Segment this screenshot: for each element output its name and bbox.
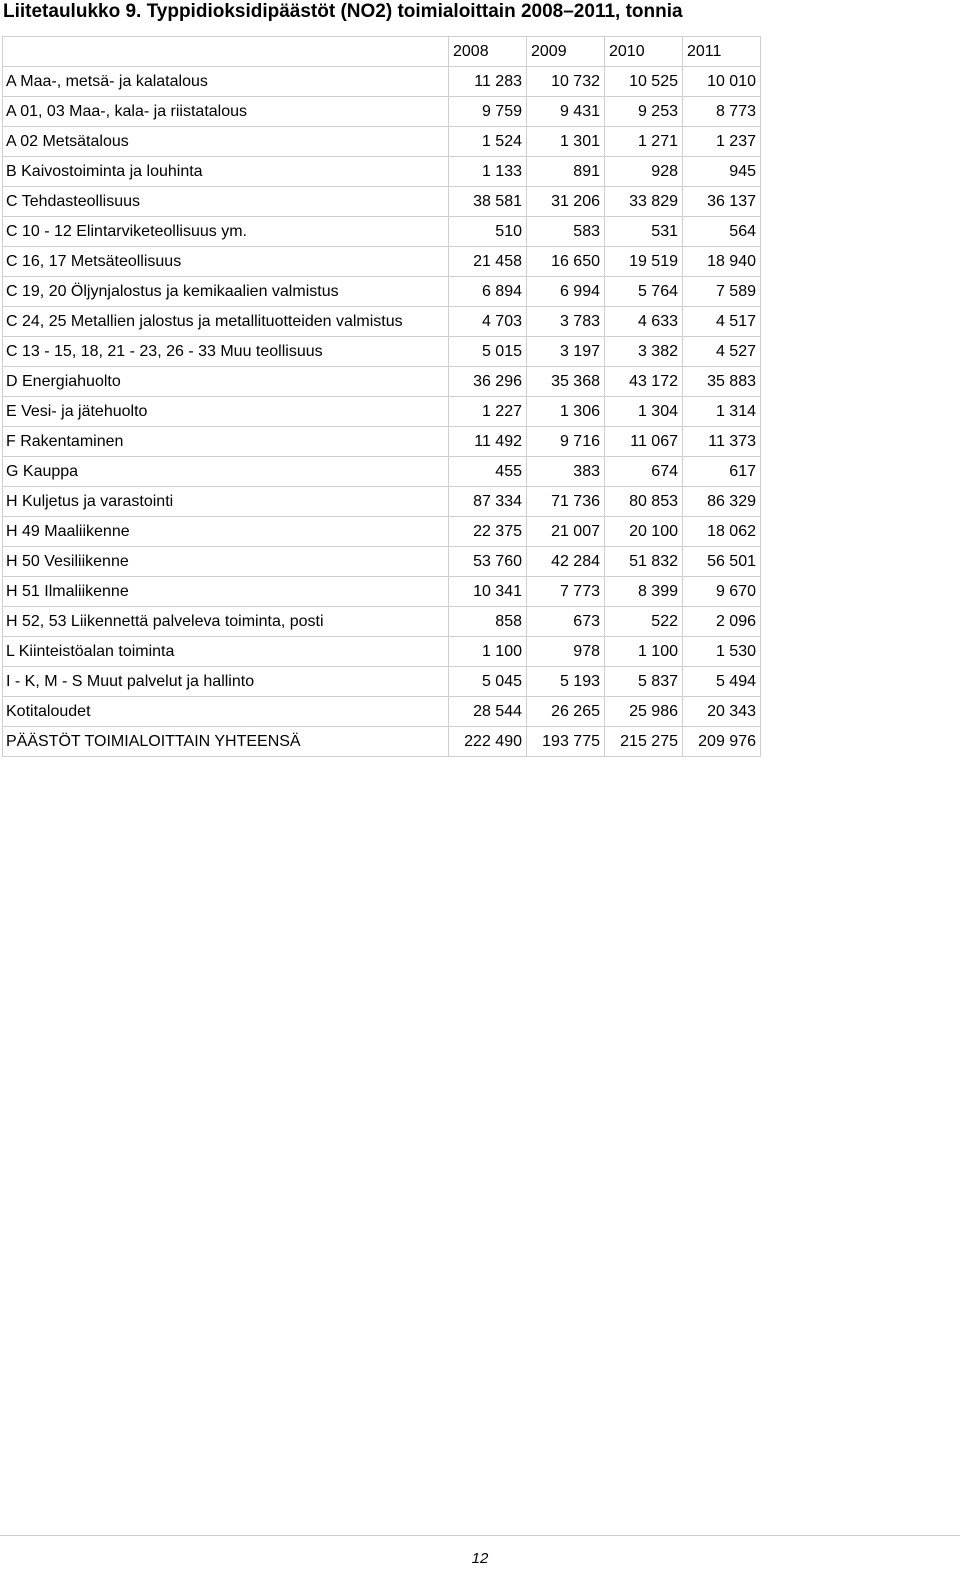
- value-cell-2010: 9 253: [605, 97, 683, 127]
- value-cell-2009: 193 775: [527, 727, 605, 757]
- value-cell-2009: 583: [527, 217, 605, 247]
- row-label: C Tehdasteollisuus: [3, 187, 449, 217]
- row-label: L Kiinteistöalan toiminta: [3, 637, 449, 667]
- footer-divider: [0, 1535, 960, 1536]
- page-number: 12: [471, 1550, 489, 1567]
- row-label: G Kauppa: [3, 457, 449, 487]
- table-row: [3, 637, 761, 667]
- value-cell-2009: 3 197: [527, 337, 605, 367]
- table-row: [3, 277, 761, 307]
- row-label: C 16, 17 Metsäteollisuus: [3, 247, 449, 277]
- value-cell-2011: 10 010: [683, 67, 761, 97]
- value-cell-2011: 617: [683, 457, 761, 487]
- table-row: [3, 187, 761, 217]
- row-label: D Energiahuolto: [3, 367, 449, 397]
- value-cell-2011: 18 062: [683, 517, 761, 547]
- value-cell-2010: 51 832: [605, 547, 683, 577]
- value-cell-2008: 1 133: [449, 157, 527, 187]
- value-cell-2009: 1 301: [527, 127, 605, 157]
- value-cell-2008: 1 227: [449, 397, 527, 427]
- value-cell-2011: 564: [683, 217, 761, 247]
- value-cell-2010: 928: [605, 157, 683, 187]
- value-cell-2010: 80 853: [605, 487, 683, 517]
- table-row: [3, 217, 761, 247]
- value-cell-2010: 10 525: [605, 67, 683, 97]
- value-cell-2010: 25 986: [605, 697, 683, 727]
- value-cell-2011: 36 137: [683, 187, 761, 217]
- table-row: [3, 367, 761, 397]
- value-cell-2008: 5 015: [449, 337, 527, 367]
- value-cell-2011: 9 670: [683, 577, 761, 607]
- row-label: H 52, 53 Liikennettä palveleva toiminta, posti: [3, 607, 449, 637]
- value-cell-2008: 6 894: [449, 277, 527, 307]
- value-cell-2009: 1 306: [527, 397, 605, 427]
- value-cell-2010: 43 172: [605, 367, 683, 397]
- value-cell-2011: 8 773: [683, 97, 761, 127]
- value-cell-2008: 11 283: [449, 67, 527, 97]
- row-label: H Kuljetus ja varastointi: [3, 487, 449, 517]
- value-cell-2008: 9 759: [449, 97, 527, 127]
- value-cell-2008: 11 492: [449, 427, 527, 457]
- value-cell-2011: 4 527: [683, 337, 761, 367]
- value-cell-2010: 215 275: [605, 727, 683, 757]
- value-cell-2008: 858: [449, 607, 527, 637]
- value-cell-2009: 6 994: [527, 277, 605, 307]
- value-cell-2009: 26 265: [527, 697, 605, 727]
- value-cell-2009: 10 732: [527, 67, 605, 97]
- row-label: B Kaivostoiminta ja louhinta: [3, 157, 449, 187]
- value-cell-2008: 510: [449, 217, 527, 247]
- value-cell-2008: 5 045: [449, 667, 527, 697]
- table-row: [3, 307, 761, 337]
- value-cell-2010: 11 067: [605, 427, 683, 457]
- row-label: C 19, 20 Öljynjalostus ja kemikaalien valmistus: [3, 277, 449, 307]
- value-cell-2009: 978: [527, 637, 605, 667]
- table-row: [3, 337, 761, 367]
- value-cell-2009: 673: [527, 607, 605, 637]
- table-body: [3, 67, 761, 757]
- value-cell-2009: 5 193: [527, 667, 605, 697]
- table-row: [3, 487, 761, 517]
- value-cell-2010: 1 271: [605, 127, 683, 157]
- row-label: Kotitaloudet: [3, 697, 449, 727]
- row-label: H 51 Ilmaliikenne: [3, 577, 449, 607]
- year-header-2010: 2010: [605, 37, 683, 67]
- value-cell-2011: 5 494: [683, 667, 761, 697]
- value-cell-2011: 945: [683, 157, 761, 187]
- value-cell-2008: 455: [449, 457, 527, 487]
- value-cell-2008: 222 490: [449, 727, 527, 757]
- value-cell-2011: 18 940: [683, 247, 761, 277]
- value-cell-2008: 10 341: [449, 577, 527, 607]
- value-cell-2011: 1 530: [683, 637, 761, 667]
- row-label: PÄÄSTÖT TOIMIALOITTAIN YHTEENSÄ: [3, 727, 449, 757]
- value-cell-2009: 35 368: [527, 367, 605, 397]
- table-row: [3, 457, 761, 487]
- table-row: [3, 247, 761, 277]
- year-header-2008: 2008: [449, 37, 527, 67]
- table-row: [3, 157, 761, 187]
- value-cell-2010: 1 100: [605, 637, 683, 667]
- table-row: [3, 727, 761, 757]
- table-row: [3, 427, 761, 457]
- value-cell-2009: 3 783: [527, 307, 605, 337]
- value-cell-2008: 38 581: [449, 187, 527, 217]
- value-cell-2009: 891: [527, 157, 605, 187]
- row-label: E Vesi- ja jätehuolto: [3, 397, 449, 427]
- value-cell-2011: 1 237: [683, 127, 761, 157]
- row-label: C 10 - 12 Elintarviketeollisuus ym.: [3, 217, 449, 247]
- value-cell-2009: 7 773: [527, 577, 605, 607]
- value-cell-2011: 86 329: [683, 487, 761, 517]
- table-row: [3, 127, 761, 157]
- header-row: [3, 37, 761, 67]
- value-cell-2009: 383: [527, 457, 605, 487]
- table-row: [3, 577, 761, 607]
- value-cell-2011: 1 314: [683, 397, 761, 427]
- table-header: [3, 37, 761, 67]
- value-cell-2008: 1 524: [449, 127, 527, 157]
- row-label: A 01, 03 Maa-, kala- ja riistatalous: [3, 97, 449, 127]
- value-cell-2010: 674: [605, 457, 683, 487]
- row-label: H 49 Maaliikenne: [3, 517, 449, 547]
- value-cell-2008: 36 296: [449, 367, 527, 397]
- value-cell-2008: 4 703: [449, 307, 527, 337]
- value-cell-2010: 20 100: [605, 517, 683, 547]
- year-header-2009: 2009: [527, 37, 605, 67]
- row-label: C 13 - 15, 18, 21 - 23, 26 - 33 Muu teollisuus: [3, 337, 449, 367]
- value-cell-2009: 21 007: [527, 517, 605, 547]
- row-label: A Maa-, metsä- ja kalatalous: [3, 67, 449, 97]
- value-cell-2011: 4 517: [683, 307, 761, 337]
- value-cell-2009: 16 650: [527, 247, 605, 277]
- value-cell-2011: 2 096: [683, 607, 761, 637]
- page-title: Liitetaulukko 9. Typpidioksidipäästöt (NO2) toimialoittain 2008–2011, tonnia: [3, 1, 683, 22]
- value-cell-2010: 4 633: [605, 307, 683, 337]
- value-cell-2008: 1 100: [449, 637, 527, 667]
- value-cell-2011: 209 976: [683, 727, 761, 757]
- value-cell-2011: 35 883: [683, 367, 761, 397]
- row-label: H 50 Vesiliikenne: [3, 547, 449, 577]
- value-cell-2010: 1 304: [605, 397, 683, 427]
- table-row: [3, 97, 761, 127]
- value-cell-2009: 9 431: [527, 97, 605, 127]
- value-cell-2011: 11 373: [683, 427, 761, 457]
- value-cell-2010: 19 519: [605, 247, 683, 277]
- value-cell-2011: 56 501: [683, 547, 761, 577]
- table-row: [3, 607, 761, 637]
- value-cell-2008: 22 375: [449, 517, 527, 547]
- table-row: [3, 697, 761, 727]
- value-cell-2008: 21 458: [449, 247, 527, 277]
- value-cell-2010: 5 764: [605, 277, 683, 307]
- year-header-2011: 2011: [683, 37, 761, 67]
- table-row: [3, 67, 761, 97]
- table-row: [3, 397, 761, 427]
- value-cell-2009: 42 284: [527, 547, 605, 577]
- value-cell-2010: 522: [605, 607, 683, 637]
- value-cell-2011: 20 343: [683, 697, 761, 727]
- table-row: [3, 517, 761, 547]
- value-cell-2009: 31 206: [527, 187, 605, 217]
- value-cell-2011: 7 589: [683, 277, 761, 307]
- row-label: A 02 Metsätalous: [3, 127, 449, 157]
- header-corner: [3, 37, 449, 67]
- row-label: C 24, 25 Metallien jalostus ja metallituotteiden valmistus: [3, 307, 449, 337]
- row-label: I - K, M - S Muut palvelut ja hallinto: [3, 667, 449, 697]
- value-cell-2010: 531: [605, 217, 683, 247]
- value-cell-2008: 53 760: [449, 547, 527, 577]
- value-cell-2008: 87 334: [449, 487, 527, 517]
- value-cell-2010: 5 837: [605, 667, 683, 697]
- row-label: F Rakentaminen: [3, 427, 449, 457]
- emissions-table: [2, 36, 761, 757]
- value-cell-2010: 8 399: [605, 577, 683, 607]
- value-cell-2009: 9 716: [527, 427, 605, 457]
- value-cell-2009: 71 736: [527, 487, 605, 517]
- value-cell-2008: 28 544: [449, 697, 527, 727]
- value-cell-2010: 3 382: [605, 337, 683, 367]
- value-cell-2010: 33 829: [605, 187, 683, 217]
- table-row: [3, 667, 761, 697]
- table-row: [3, 547, 761, 577]
